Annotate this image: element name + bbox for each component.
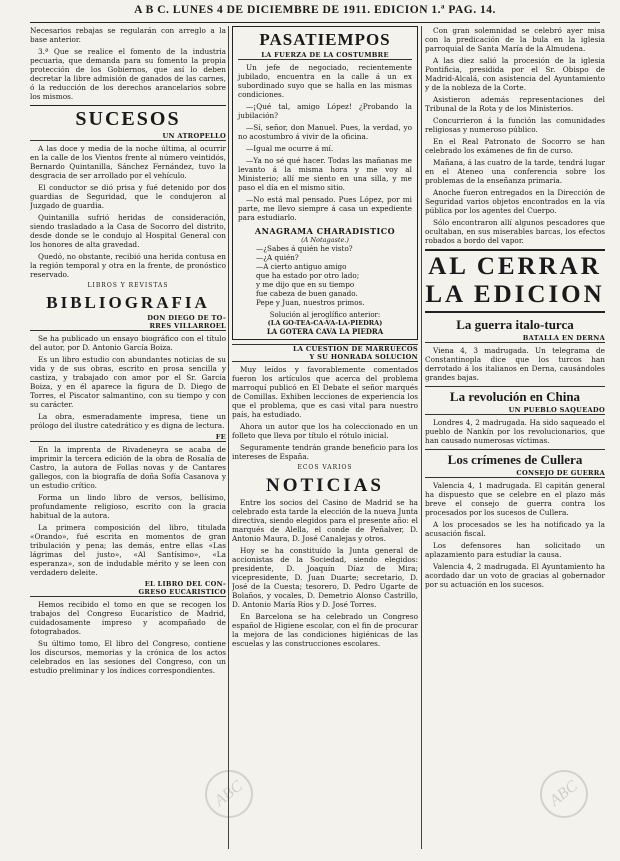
paragraph: En la imprenta de Rivadeneyra se acaba de imprimir la tercera edición de la obra de Rosalía de Castro, la autora de Follas novas y de Cantares gallegos, con la biografía de doña Sofía Casanova y un estudio crítico. (30, 445, 226, 490)
paragraph: Mañana, á las cuatro de la tarde, tendrá lugar en el Ateneo una conferencia sobre los problemas de la enseñanza primaria. (425, 158, 605, 185)
paragraph: Es un libro estudio con abundantes noticias de su vida y de sus obras, escrito en prosa sencilla y castiza, y trabajado con amor por el Sr. García Boiza, y en él aparece la figura de D. Diego de Torres, el Piscator salmantino, con su tiempo y con su carácter. (30, 355, 226, 409)
al-cerrar-banner (425, 249, 605, 313)
al-cerrar-title: LA EDICION (425, 281, 605, 308)
paragraph: Viena 4, 3 madrugada. Un telegrama de Constantinopla dice que los turcos han derrotado á los italianos en Derna, causándoles grandes bajas. (425, 346, 605, 382)
column-right (425, 26, 605, 851)
column-middle (232, 26, 418, 851)
paragraph: Asistieron además representaciones del Tribunal de la Rota y de los Ministerios. (425, 95, 605, 113)
paragraph: A las diez salió la procesión de la iglesia Pontificia, presidida por el Sr. Obispo de Madrid-Alcalá, con asistencia del Ayuntamiento y de la nobleza de la Corte. (425, 56, 605, 92)
anagrama-line: que ha estado por otro lado; (256, 271, 360, 280)
paragraph: —Igual me ocurre á mí. (246, 144, 334, 153)
anagrama-line: fue cabeza de buen ganado. (256, 289, 358, 298)
headline-china: La revolución en China (425, 386, 605, 405)
section-title-noticias: NOTICIAS (266, 475, 384, 496)
anagrama-title: ANAGRAMA CHARADISTICO (254, 226, 396, 236)
section-title-bibliografia: BIBLIOGRAFIA (46, 293, 210, 312)
paragraph: Hemos recibido el tomo en que se recogen los trabajos del Congreso Eucarístico de Madrid, cuidadosamente impreso y acompañado de fotograbados. (30, 600, 226, 636)
paragraph: Los defensores han solicitado un aplazamiento para estudiar la causa. (425, 541, 605, 559)
paragraph: Concurrieron á la función las comunidades religiosas y numeroso público. (425, 116, 605, 134)
section-subtitle: CONSEJO DE GUERRA (425, 469, 605, 478)
paragraph: Entre los socios del Casino de Madrid se ha celebrado esta tarde la elección de la nueva Junta directiva, siendo elegidos para el presente año: el marqués de Alella, el conde de Peñalver, D. Antonio Maura, D. José Canalejas y otros. (232, 498, 418, 543)
section-title-pasatiempos: PASATIEMPOS (259, 30, 391, 49)
paragraph: Con gran solemnidad se celebró ayer misa con la predicación de la bula en la iglesia parroquial de Santa María de la Almudena. (425, 26, 605, 53)
watermark-stamp: ABC (530, 760, 597, 827)
paragraph: En el Real Patronato de Socorro se han celebrado los exámenes de fin de curso. (425, 137, 605, 155)
section-title-sucesos: SUCESOS (30, 105, 226, 131)
column-rule (228, 26, 229, 849)
section-kicker: ECOS VARIOS (297, 464, 353, 471)
section-subtitle: EL LIBRO DEL CON- (144, 580, 226, 588)
section-subtitle: DON DIEGO DE TO- (147, 314, 226, 322)
solucion-text: LA GOTERA CAVA LA PIEDRA (266, 327, 384, 336)
paragraph: Quedó, no obstante, recibió una herida contusa en la región temporal y otra en la frente, de pronóstico reservado. (30, 252, 226, 279)
paragraph: —¡Qué tal, amigo López! ¿Probando la jubilación? (238, 102, 412, 120)
paragraph: Valencia 4, 2 madrugada. El Ayuntamiento ha acordado dar un voto de gracias al gobernador por su actuación en los sucesos. (425, 562, 605, 589)
section-subtitle: LA CUESTION DE MARRUECOS (232, 344, 418, 353)
solucion-label: Solución al jeroglífico anterior: (269, 311, 381, 319)
paragraph: A las doce y media de la noche última, al ocurrir en la calle de los Vientos frente al número veintidós, Bernardo Quintanilla, Sánchez Fernández, tuvo la desgracia de ser arrollado por el vehículo. (30, 144, 226, 180)
paragraph: —Sí, señor, don Manuel. Pues, la verdad, yo no acostumbro á vivir de la oficina. (238, 123, 412, 141)
anagrama-subtitle: (A Notagaste.) (301, 236, 349, 244)
paragraph: Se ha publicado un ensayo biográfico con el título del autor, por D. Antonio García Boiza. (30, 334, 226, 352)
anagrama-line: —¿Sabes á quién he visto? (256, 244, 353, 253)
anagrama-line: y me dijo que en su tiempo (256, 280, 355, 289)
paragraph: Anoche fueron entregados en la Dirección de Seguridad varios objetos encontrados en la vía pública por los agentes del Cuerpo. (425, 188, 605, 215)
watermark-stamp: ABC (195, 760, 262, 827)
column-left (30, 26, 226, 851)
paragraph: Ahora un autor que los ha coleccionado en un folleto que lleva por título el rótulo inicial. (232, 422, 418, 440)
anagrama-line: —¿A quién? (256, 253, 299, 262)
headline-cullera: Los crímenes de Cullera (425, 449, 605, 468)
section-subtitle: FE (30, 433, 226, 442)
paragraph: Un jefe de negociado, recientemente jubilado, encuentra en la calle á un ex subordinado suyo que se halla en las mismas condiciones. (238, 63, 412, 99)
paragraph: —No está mal pensado. Pues López, por mi parte, me llevo siempre á casa un expediente para estudiarlo. (238, 195, 412, 222)
paragraph: En Barcelona se ha celebrado un Congreso español de Higiene escolar, con el fin de procurar la mejora de las condiciones higiénicas de las escuelas y las construcciones escolares. (232, 612, 418, 648)
anagrama-line: —A cierto antiguo amigo (256, 262, 347, 271)
section-subtitle: UN ATROPELLO (30, 132, 226, 141)
section-subtitle: Y SU HONRADA SOLUCION (232, 353, 418, 362)
paragraph: Valencia 4, 1 madrugada. El capitán general ha dispuesto que se celebre en el plazo más breve el consejo de guerra contra los procesados por los sucesos de Cullera. (425, 481, 605, 517)
paragraph: Seguramente tendrán grande beneficio para los intereses de España. (232, 443, 418, 461)
pasatiempos-box (232, 26, 418, 340)
anagrama-line: Pepe y Juan, nuestros primos. (256, 298, 365, 307)
paragraph: Necesarios rebajas se regularán con arreglo a la base anterior. (30, 26, 226, 44)
paragraph: Su último tomo, El libro del Congreso, contiene los discursos, memorias y la crónica de los actos celebrados en las sesiones del Congreso, con un estudio preliminar y los índices correspondientes. (30, 639, 226, 675)
paragraph: Quintanilla sufrió heridas de consideración, siendo trasladado a la Casa de Socorro del distrito, desde donde se le condujo al Hospital General con los honores de alta gravedad. (30, 213, 226, 249)
section-kicker: LIBROS Y REVISTAS (87, 282, 169, 289)
al-cerrar-title: AL CERRAR (428, 253, 602, 280)
column-rule (421, 26, 422, 849)
page-header: A B C. LUNES 4 DE DICIEMBRE DE 1911. EDICION 1.ª PAG. 14. (30, 4, 600, 23)
solucion-text: (LA GO-TEA-CA-VA-LA-PIEDRA) (267, 319, 383, 327)
paragraph: Sólo encontraron allí algunos pescadores que ocultaban, en sus miserables barcas, los efectos robados a bordo del vapor. (425, 218, 605, 245)
section-subtitle: UN PUEBLO SAQUEADO (425, 406, 605, 415)
paragraph: 3.ª Que se realice el fomento de la industria pecuaria, que demanda para su fomento la propia protección de los Gobiernos, que así lo deben decretar la libre admisión de ganados de las carnes, ó la reducción de los derechos arancelarios sobre los mismos. (30, 47, 226, 101)
paragraph: —Ya no sé qué hacer. Todas las mañanas me levanto á la misma hora y me voy al Ministerio; allí me siento en una silla, y me paso el día en el mismo sitio. (238, 156, 412, 192)
headline-guerra: La guerra italo-turca (456, 317, 574, 332)
paragraph: Londres 4, 2 madrugada. Ha sido saqueado el pueblo de Nankín por los revolucionarios, que han causado numerosas víctimas. (425, 418, 605, 445)
paragraph: Hoy se ha constituído la Junta general de accionistas de la Sociedad, siendo elegidos: presidente, D. Joaquín Díaz de Mira; vicepresidente, D. Juan Duarte; secretario, D. José de la Cuesta; tesorero, D. Pedro Ugarte de Bolaños, y vocales, D. Demetrio Alonso Castrillo, D. Antonio María Ríos y D. José Torres. (232, 546, 418, 609)
section-subtitle: RRES VILLARROEL (30, 322, 226, 331)
section-subtitle: LA FUERZA DE LA COSTUMBRE (238, 51, 412, 60)
paragraph: La obra, esmeradamente impresa, tiene un prólogo del ilustre catedrático y es digna de lectura. (30, 412, 226, 430)
paragraph: Forma un lindo libro de versos, bellísimo, profundamente religioso, escrito con la gracia habitual de la autora. (30, 493, 226, 520)
paragraph: La primera composición del libro, titulada «Orando», fué escrita en momentos de gran tribulación y pena; las demás, entre ellas «Las lágrimas del justo», «Al Santísimo», «La esperanza», son de indudable mérito y se leen con verdadero deleite. (30, 523, 226, 577)
paragraph: Muy leídos y favorablemente comentados fueron los artículos que acerca del problema marroquí publicó en El Debate el señor marqués de Comillas. Exhiben lecciones de experiencia los que el problema, que es casi vital para nuestro país, ha estudiado. (232, 365, 418, 419)
paragraph: El conductor se dió prisa y fué detenido por dos guardias de Seguridad, que le condujeron al Juzgado de guardia. (30, 183, 226, 210)
section-subtitle: GRESO EUCARISTICO (30, 588, 226, 597)
section-subtitle: BATALLA EN DERNA (425, 334, 605, 343)
paragraph: A los procesados se les ha notificado ya la acusación fiscal. (425, 520, 605, 538)
